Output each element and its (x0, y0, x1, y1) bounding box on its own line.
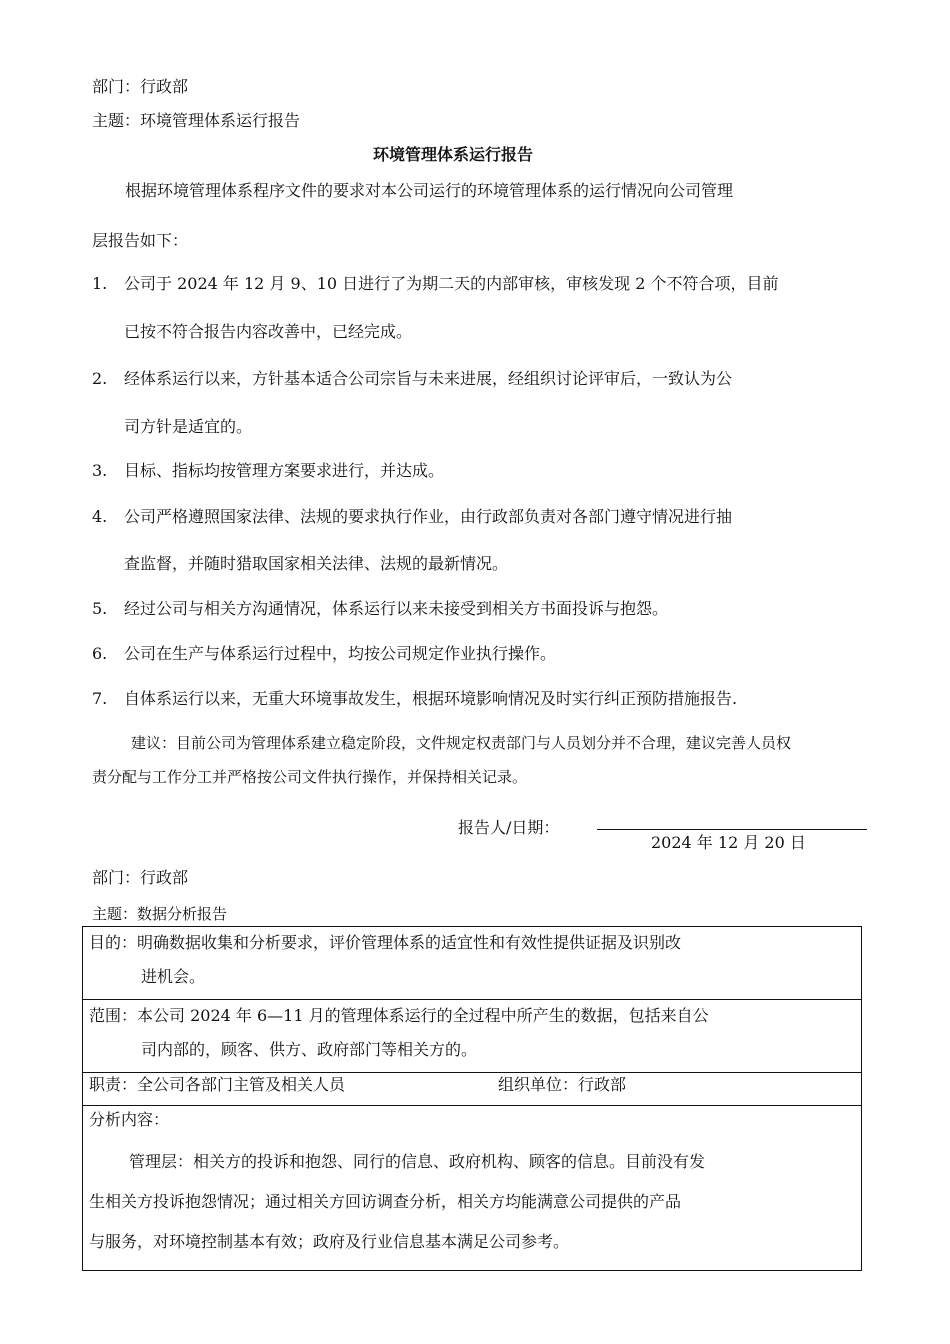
scope-text: 范围：本公司 2024 年 6—11 月的管理体系运行的全过程中所产生的数据，包括来自公 (89, 1006, 709, 1025)
item-text-cont: 已按不符合报告内容改善中，已经完成。 (124, 322, 413, 341)
item-number: 6. (92, 644, 108, 663)
item-number: 2. (92, 369, 108, 388)
analysis-table (82, 926, 862, 1271)
scope-row (83, 1000, 862, 1073)
department-label: 部门：行政部 (92, 77, 189, 96)
item-number: 4. (92, 507, 108, 526)
suggestion-paragraph: 建议：目前公司为管理体系建立稳定阶段，文件规定权责部门与人员划分并不合理，建议完善人员权 (131, 734, 792, 752)
org-unit-text: 组织单位：行政部 (498, 1075, 627, 1094)
subject-label: 主题：环境管理体系运行报告 (92, 111, 301, 130)
purpose-text: 目的：明确数据收集和分析要求，评价管理体系的适宜性和有效性提供证据及识别改 (89, 933, 682, 952)
signature-line (597, 829, 867, 830)
content-label: 分析内容： (89, 1110, 170, 1129)
report-title: 环境管理体系运行报告 (373, 145, 534, 164)
duty-row (83, 1073, 862, 1106)
signature-date: 2024 年 12 月 20 日 (651, 833, 806, 852)
intro-paragraph: 根据环境管理体系程序文件的要求对本公司运行的环境管理体系的运行情况向公司管理 (125, 181, 734, 200)
item-number: 7. (92, 689, 108, 708)
content-text: 管理层：相关方的投诉和抱怨、同行的信息、政府机构、顾客的信息。目前没有发 (129, 1152, 706, 1171)
duty-text: 职责：全公司各部门主管及相关人员 (89, 1075, 346, 1094)
suggestion-paragraph-cont: 责分配与工作分工并严格按公司文件执行操作，并保持相关记录。 (92, 768, 528, 786)
department-label-2: 部门：行政部 (92, 868, 189, 887)
item-text: 公司严格遵照国家法律、法规的要求执行作业，由行政部负责对各部门遵守情况进行抽 (124, 507, 733, 526)
item-text: 目标、指标均按管理方案要求进行，并达成。 (124, 461, 445, 480)
item-number: 5. (92, 599, 108, 618)
item-text: 公司在生产与体系运行过程中，均按公司规定作业执行操作。 (124, 644, 557, 663)
purpose-text-cont: 进机会。 (141, 967, 206, 986)
purpose-cell (83, 927, 862, 1000)
duty-cell (83, 1073, 862, 1106)
item-text: 经过公司与相关方沟通情况，体系运行以来未接受到相关方书面投诉与抱怨。 (124, 599, 669, 618)
subject-label-2: 主题：数据分析报告 (92, 905, 228, 923)
signature-label: 报告人/日期： (458, 818, 560, 837)
content-row (83, 1106, 862, 1271)
content-cell (83, 1106, 862, 1271)
purpose-row (83, 927, 862, 1000)
content-text-cont: 生相关方投诉抱怨情况；通过相关方回访调查分析，相关方均能满意公司提供的产品 (89, 1192, 682, 1211)
scope-cell (83, 1000, 862, 1073)
item-text: 自体系运行以来，无重大环境事故发生，根据环境影响情况及时实行纠正预防措施报告. (124, 689, 738, 708)
intro-paragraph-cont: 层报告如下： (92, 231, 189, 250)
item-text: 经体系运行以来，方针基本适合公司宗旨与未来进展，经组织讨论评审后，一致认为公 (124, 369, 733, 388)
item-number: 3. (92, 461, 108, 480)
content-text-cont-2: 与服务，对环境控制基本有效；政府及行业信息基本满足公司参考。 (89, 1232, 570, 1251)
item-text: 公司于 2024 年 12 月 9、10 日进行了为期二天的内部审核，审核发现 2 个不符合项，目前 (124, 274, 779, 293)
scope-text-cont: 司内部的，顾客、供方、政府部门等相关方的。 (141, 1040, 478, 1059)
item-text-cont: 司方针是适宜的。 (124, 417, 253, 436)
item-number: 1. (92, 274, 108, 293)
item-text-cont: 查监督，并随时猎取国家相关法律、法规的最新情况。 (124, 554, 509, 573)
